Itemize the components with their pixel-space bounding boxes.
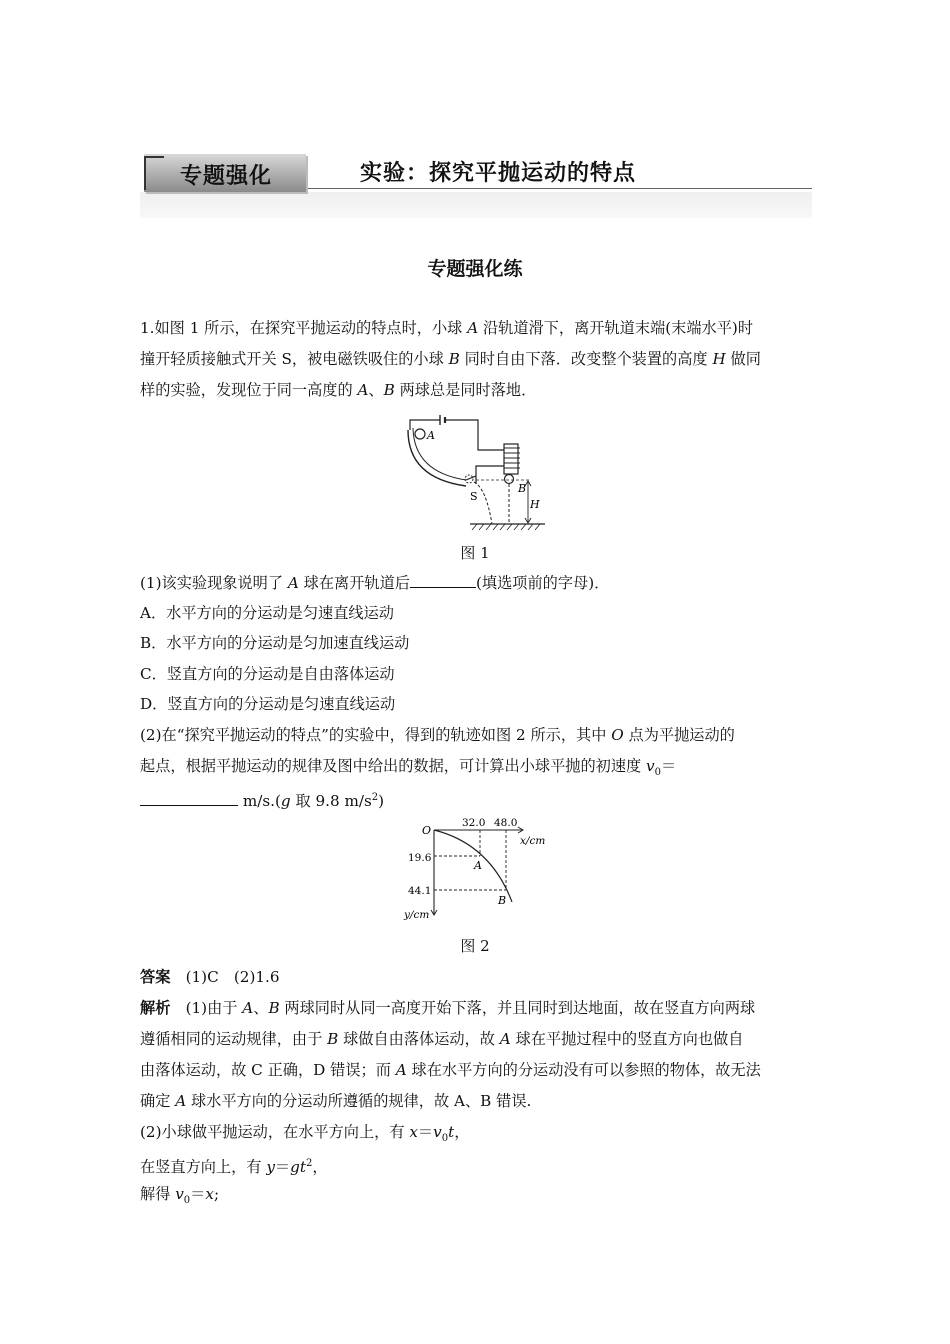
header-band xyxy=(140,192,812,218)
fig2-point-B: B xyxy=(498,894,507,907)
fig2-y-label: y/cm xyxy=(404,909,430,921)
q1-intro-line-3: 样的实验，发现位于同一高度的 A、B 两球总是同时落地． xyxy=(140,381,537,399)
header-rule xyxy=(308,188,812,189)
fig1-label-H: H xyxy=(530,498,540,511)
option-C: C．竖直方向的分运动是自由落体运动 xyxy=(140,665,395,683)
fig1-label-S: S xyxy=(470,490,478,503)
figure-2-trajectory xyxy=(400,816,560,928)
header-title: 实验：探究平抛运动的特点 xyxy=(360,161,637,186)
analysis-line-2: 遵循相同的运动规律，由于 B 球做自由落体运动，故 A 球在平抛过程中的竖直方向也做自 xyxy=(140,1030,744,1048)
answer-text: (1)C (2)1.6 xyxy=(170,968,280,986)
analysis-line-3: 由落体运动，故 C 正确，D 错误；而 A 球在水平方向的分运动没有可以参照的物体，故无法 xyxy=(140,1061,761,1079)
answer-label: 答案 xyxy=(140,968,171,986)
q1-intro-line-2: 撞开轻质接触式开关 S，被电磁铁吸住的小球 B 同时自由下落．改变整个装置的高度 H 做同 xyxy=(140,350,761,368)
q1-part1-prompt: (1)该实验现象说明了 A 球在离开轨道后 (填选项前的字母)． xyxy=(140,568,609,599)
answer-line xyxy=(140,962,280,993)
fig2-x-tick-2: 48.0 xyxy=(494,817,518,829)
option-D: D．竖直方向的分运动是匀速直线运动 xyxy=(140,695,396,713)
fig1-label-A: A xyxy=(427,429,435,442)
topic-badge xyxy=(144,154,306,192)
analysis-line-4: 确定 A 球水平方向的分运动所遵循的规律，故 A、B 错误. xyxy=(140,1092,532,1110)
analysis-line-5: (2)小球做平抛运动，在水平方向上，有 $x=v_0t$， xyxy=(140,1123,470,1145)
analysis-line-7: 解得 $v_0=x$; xyxy=(140,1185,220,1207)
option-B: B．水平方向的分运动是匀加速直线运动 xyxy=(140,634,410,652)
page-header xyxy=(140,150,812,218)
q1-part2-line-1: (2)在“探究平抛运动的特点”的实验中，得到的轨迹如图 2 所示，其中 O 点为平抛运动的 xyxy=(140,726,735,744)
fig2-trajectory-curve xyxy=(434,830,512,902)
fig2-x-tick-1: 32.0 xyxy=(462,817,486,829)
analysis-line-6: 在竖直方向上，有 $y=gt^2$， xyxy=(140,1158,328,1177)
section-title: 专题强化练 xyxy=(427,258,523,280)
figure-2-caption: 图 2 xyxy=(460,937,490,955)
badge-text: 专题强化 xyxy=(180,164,273,189)
analysis-label: 解析 xyxy=(140,999,171,1017)
fig1-wire-left xyxy=(410,420,440,430)
q1-part2-line-2: 起点，根据平抛运动的规律及图中给出的数据，可计算出小球平抛的初速度 $v_0=$ xyxy=(140,757,677,779)
figure-1-caption: 图 1 xyxy=(460,544,490,562)
fig1-switch xyxy=(466,476,476,480)
fig1-ball-B xyxy=(505,475,514,484)
option-A: A．水平方向的分运动是匀速直线运动 xyxy=(140,604,394,622)
fig1-ball-A xyxy=(415,429,425,439)
fig1-label-B: B xyxy=(518,482,527,495)
fig2-point-A: A xyxy=(474,859,482,872)
badge-corner xyxy=(144,156,164,190)
q1-intro-line-1: 1.如图 1 所示，在探究平抛运动的特点时，小球 A 沿轨道滑下，离开轨道末端(末端水平)时 xyxy=(140,319,754,337)
answer-blank-1 xyxy=(410,569,476,588)
fig1-parabola xyxy=(474,482,492,524)
analysis-line-1: 解析 (1)由于 A、B 两球同时从同一高度开始下落，并且同时到达地面，故在竖直方向两球 xyxy=(140,999,756,1017)
fig2-y-tick-1: 19.6 xyxy=(408,852,432,864)
fig1-ground-hatch xyxy=(472,524,540,530)
figure-1-apparatus xyxy=(400,406,550,536)
fig1-wire-switch xyxy=(476,466,506,484)
q1-part2-line-3: m/s.(g 取 9.8 $m/s^2$) xyxy=(140,782,384,817)
fig2-origin-label: O xyxy=(422,824,432,837)
fig2-x-label: x/cm xyxy=(520,835,546,847)
fig1-wire-top xyxy=(445,420,506,450)
answer-blank-2 xyxy=(140,787,238,806)
fig2-y-tick-2: 44.1 xyxy=(408,885,432,897)
